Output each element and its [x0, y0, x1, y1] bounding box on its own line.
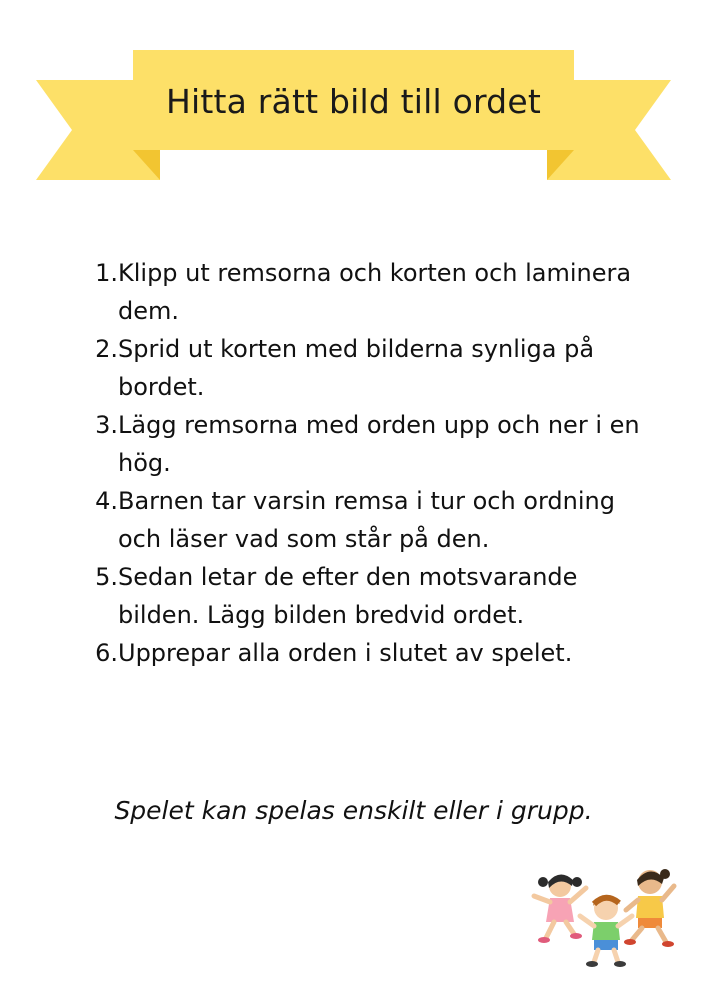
step-number: 3. — [95, 411, 118, 439]
list-item — [88, 254, 648, 330]
step-text: Barnen tar varsin remsa i tur och ordning och läser vad som står på den. — [118, 487, 615, 553]
step-number: 1. — [95, 259, 118, 287]
list-item — [88, 558, 648, 634]
page-title: Hitta rätt bild till ordet — [166, 81, 541, 121]
step-text: Sprid ut korten med bilderna synliga på bordet. — [118, 335, 595, 401]
step-number: 2. — [95, 335, 118, 363]
title-banner — [0, 0, 707, 200]
list-item — [88, 634, 648, 672]
step-text: Klipp ut remsorna och korten och laminera dem. — [118, 259, 632, 325]
step-number: 5. — [95, 563, 118, 591]
list-item — [88, 330, 648, 406]
footer-note: Spelet kan spelas enskilt eller i grupp. — [114, 796, 593, 825]
instruction-list — [88, 254, 648, 672]
list-item — [88, 406, 648, 482]
step-text: Lägg remsorna med orden upp och ner i en hög. — [118, 411, 640, 477]
step-number: 6. — [95, 639, 118, 667]
step-text: Upprepar alla orden i slutet av spelet. — [118, 639, 573, 667]
list-item — [88, 482, 648, 558]
step-text: Sedan letar de efter den motsvarande bilden. Lägg bilden bredvid ordet. — [118, 563, 578, 629]
kids-jumping-icon — [528, 866, 680, 970]
step-number: 4. — [95, 487, 118, 515]
